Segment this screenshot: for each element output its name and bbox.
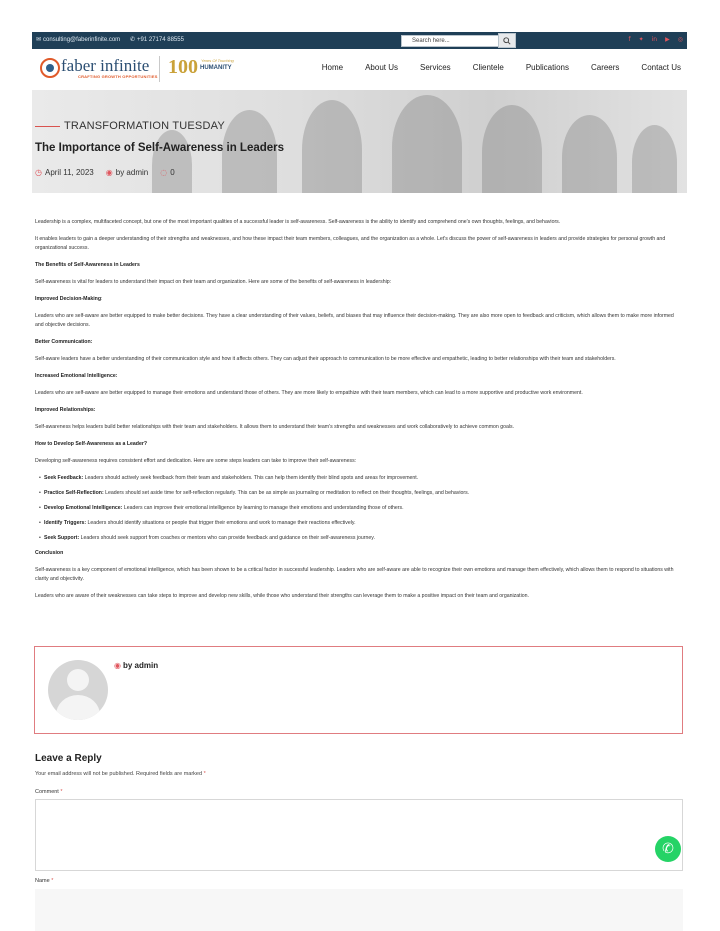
twitter-icon[interactable]: ✦ (638, 36, 644, 43)
paragraph: Self-awareness helps leaders build better relationships with their team and stakeholders. It allows them to understand their team's strengths and weaknesses and work collaboratively to achieve common goals. (35, 424, 515, 430)
author-box (34, 646, 683, 734)
paragraph: Leadership is a complex, multifaceted concept, but one of the most important qualities of a successful leader is self-awareness. Self-awareness is the ability to identify and comprehend one's own thoughts, feelings, and behaviors. (35, 219, 561, 225)
logo-mark-icon (40, 58, 60, 78)
phone-text: +91 27174 88555 (137, 36, 184, 43)
post-title: The Importance of Self-Awareness in Leaders (35, 142, 285, 154)
paragraph: Leaders who are self-aware are better equipped to make better decisions. They have a clear understanding of their values, beliefs, and biases that may influence their decision-making. They are also more open to feedback and criticism, which allows them to make more informed and objective decisions. (35, 313, 674, 328)
subheading: Better Communication: (35, 339, 93, 345)
post-comment-count[interactable]: 0 (170, 168, 175, 177)
step-label: Practice Self-Reflection: (44, 490, 104, 496)
top-bar (32, 32, 687, 49)
subheading: Improved Relationships: (35, 407, 96, 413)
paragraph: Leaders who are aware of their weaknesses can take steps to improve and develop new skills, while those who understand their strengths can leverage them to make a positive impact on their team and organization. (35, 593, 529, 599)
step-label: Seek Support: (44, 535, 80, 541)
reply-title: Leave a Reply (35, 753, 102, 764)
comment-label (35, 789, 63, 795)
site-logo[interactable] (40, 56, 250, 82)
nav-home[interactable]: Home (321, 63, 344, 72)
logo-tagline: CRAFTING GROWTH OPPORTUNITIES (78, 74, 158, 79)
subheading: Increased Emotional Intelligence: (35, 373, 118, 379)
step-text: Leaders should actively seek feedback from their team and stakeholders. This can help them identify their blind spots and areas for improvement. (83, 475, 419, 481)
category-line (35, 126, 60, 127)
step-text: Leaders can improve their emotional intelligence by learning to manage their emotions and understanding those of others. (122, 505, 404, 511)
contact-phone[interactable] (130, 36, 184, 43)
step-text: Leaders should set aside time for self-reflection regularly. This can be as simple as journaling or meditation to reflect on their thoughts, feelings, and behaviors. (103, 490, 470, 496)
author-name: by admin (122, 661, 159, 670)
post-date[interactable]: April 11, 2023 (44, 168, 94, 177)
main-nav (300, 63, 681, 72)
email-text: consulting@faberinfinite.com (43, 36, 121, 43)
step-label: Develop Emotional Intelligence: (44, 505, 123, 511)
phone-icon: ✆ (130, 36, 136, 43)
search-input[interactable]: Search here... (401, 35, 516, 47)
subheading-suffix: : (101, 296, 103, 302)
mail-icon: ✉ (36, 36, 42, 43)
logo-name: faber infinite (61, 56, 150, 75)
list-item (39, 489, 683, 498)
step-label: Seek Feedback: (44, 475, 84, 481)
comment-field[interactable] (35, 799, 683, 871)
section-heading: How to Develop Self-Awareness as a Leader? (35, 441, 148, 447)
section-heading: The Benefits of Self-Awareness in Leaders (35, 262, 140, 268)
nav-about[interactable]: About Us (365, 63, 398, 72)
paragraph: Leaders who are self-aware are better equipped to manage their emotions and understand those of others. They are more likely to empathize with their team members, which can lead to a more supportive and productive work environment. (35, 390, 583, 396)
step-label: Identify Triggers: (44, 520, 87, 526)
facebook-icon[interactable]: f (628, 36, 631, 43)
nav-careers[interactable]: Careers (590, 63, 620, 72)
post-author[interactable]: by admin (115, 168, 149, 177)
nav-services[interactable]: Services (420, 63, 451, 72)
clock-icon: ◷ (35, 168, 42, 177)
step-text: Leaders should identify situations or people that trigger their emotions and work to manage their reactions effectively. (86, 520, 356, 526)
paragraph: Self-aware leaders have a better understanding of their communication style and how it affects others. They can adjust their approach to communication to be more effective and empathetic, leading to better relationships with their team and stakeholders. (35, 356, 616, 362)
search-button[interactable] (498, 33, 516, 48)
comment-label-text: Comment (35, 789, 59, 795)
name-label (35, 878, 53, 884)
author-link[interactable] (114, 661, 158, 670)
avatar (48, 660, 108, 720)
paragraph: Developing self-awareness requires consistent effort and dedication. Here are some steps leaders can take to improve their self-awareness: (35, 458, 357, 464)
list-item (39, 534, 683, 543)
required-mark: * (51, 878, 54, 884)
post-meta (35, 168, 175, 177)
required-mark: * (203, 771, 206, 777)
subheading-text: Improved Decision-Making (35, 296, 102, 302)
required-mark: * (60, 789, 63, 795)
nav-publications[interactable]: Publications (525, 63, 569, 72)
whatsapp-icon: ✆ (662, 841, 674, 857)
comment-icon: ◌ (160, 168, 168, 177)
name-field[interactable] (35, 889, 683, 931)
logo-100-years: 100 (168, 56, 198, 78)
list-item (39, 504, 683, 513)
nav-contact[interactable]: Contact Us (641, 63, 681, 72)
paragraph: Self-awareness is a key component of emotional intelligence, which has been shown to be a critical factor in successful leadership. Leaders who are self-aware are able to recognize their own emotions and manage them effectively, which allows them to respond to situations with clarity and objectivity. (35, 567, 674, 582)
steps-list (35, 474, 683, 543)
post-category[interactable]: TRANSFORMATION TUESDAY (64, 120, 225, 132)
search-icon (503, 37, 511, 45)
subheading (35, 295, 683, 304)
article-body (35, 218, 683, 609)
logo-humanity: HUMANITY (200, 65, 232, 71)
list-item (39, 519, 683, 528)
name-label-text: Name (35, 878, 50, 884)
linkedin-icon[interactable]: in (651, 36, 658, 43)
reply-note-text: Your email address will not be published. Required fields are marked (35, 771, 203, 777)
paragraph: Self-awareness is vital for leaders to understand their impact on their team and organization. Here are some of the benefits of self-awareness in leadership: (35, 279, 392, 285)
instagram-icon[interactable]: ◎ (677, 36, 683, 43)
step-text: Leaders should seek support from coaches or mentors who can provide feedback and guidance on their self-awareness journey. (79, 535, 375, 541)
list-item (39, 474, 683, 483)
whatsapp-button[interactable] (655, 836, 681, 862)
logo-years-text: Years Of Touching (201, 58, 234, 63)
hero-banner (32, 90, 687, 193)
social-links (628, 36, 683, 43)
contact-email[interactable] (36, 36, 120, 43)
logo-divider (159, 56, 160, 82)
paragraph: It enables leaders to gain a deeper understanding of their strengths and weaknesses, and how these impact their team members, colleagues, and the organization as a whole. Let's discuss the power of self-awareness in leaders and provide strategies for personal growth and organizational success. (35, 236, 666, 251)
user-icon: ◉ (114, 661, 121, 670)
section-heading: Conclusion (35, 550, 64, 556)
user-icon: ◉ (105, 168, 113, 177)
nav-clientele[interactable]: Clientele (472, 63, 504, 72)
youtube-icon[interactable]: ▶ (665, 36, 670, 43)
reply-note (35, 771, 206, 777)
